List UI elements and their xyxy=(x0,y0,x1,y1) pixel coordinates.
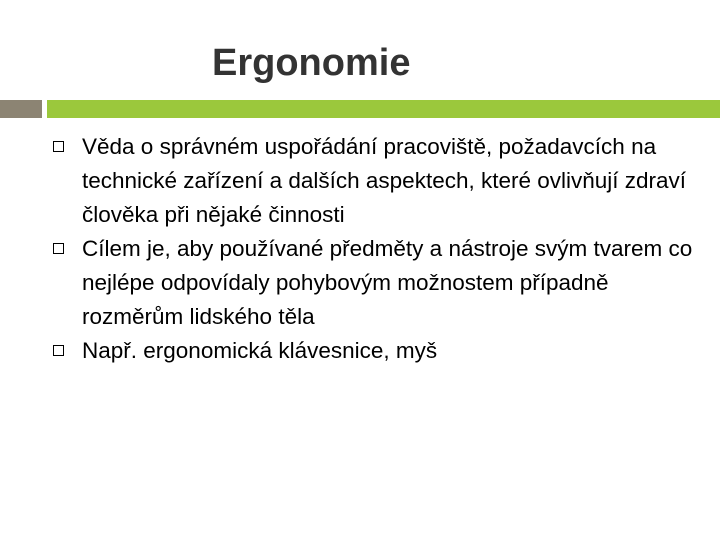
accent-bar-green xyxy=(47,100,720,118)
bullet-text: Např. ergonomická klávesnice, myš xyxy=(82,338,438,363)
accent-bar-dark xyxy=(0,100,42,118)
bullet-item xyxy=(50,334,700,368)
bullet-text: Cílem je, aby používané předměty a nástroje svým tvarem co nejlépe odpovídaly pohybovým možnostem případně rozměrům lidského těla xyxy=(82,236,693,329)
square-outline-icon xyxy=(53,345,64,356)
bullet-text: Věda o správném uspořádání pracoviště, požadavcích na technické zařízení a dalších aspektech, které ovlivňují zdraví člověka při nějaké činnosti xyxy=(82,134,687,227)
slide-title: Ergonomie xyxy=(212,42,411,84)
square-outline-icon xyxy=(53,243,64,254)
bullet-list xyxy=(50,130,700,368)
square-outline-icon xyxy=(53,141,64,152)
bullet-item xyxy=(50,232,700,334)
bullet-item xyxy=(50,130,700,232)
